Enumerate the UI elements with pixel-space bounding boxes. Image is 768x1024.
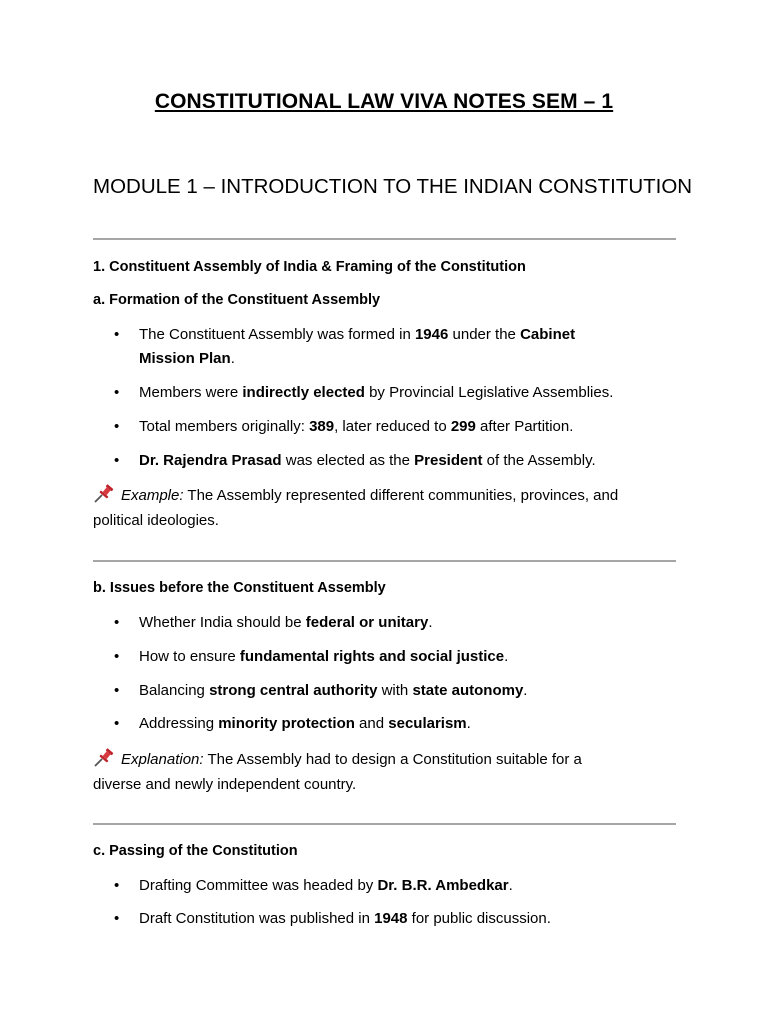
bullet-dot: • [114,910,120,927]
explanation-note: Explanation: The Assembly had to design a Constitution suitable for a diverse and newly independent country. [93,747,678,797]
bullet-dot: • [114,648,120,665]
subsection-heading-c: c. Passing of the Constitution [93,843,298,859]
bullet-dot: • [114,384,120,401]
section-heading-1: 1. Constituent Assembly of India & Framing of the Constitution [93,259,526,275]
bullet-dot: • [114,452,120,469]
divider [93,823,676,825]
module-heading: MODULE 1 – INTRODUCTION TO THE INDIAN CONSTITUTION [93,175,693,198]
bullet-dot: • [114,326,120,343]
pushpin-icon [93,748,115,768]
subsection-heading-b: b. Issues before the Constituent Assembly [93,580,386,596]
page-title: CONSTITUTIONAL LAW VIVA NOTES SEM – 1 [154,90,614,113]
divider [93,560,676,562]
bullet-dot: • [114,682,120,699]
subsection-heading-a: a. Formation of the Constituent Assembly [93,292,381,308]
divider [93,238,676,240]
bullet-dot: • [114,614,120,631]
bullet-dot: • [114,877,120,894]
document-page: CONSTITUTIONAL LAW VIVA NOTES SEM – 1 MODULE 1 – INTRODUCTION TO THE INDIAN CONSTITUTION 1. Constituent Assembly of India & Framing of the Constitution a. Formation of the Constituent Assembly • The Constituent Assembly was formed in 1946 under the Cabinet Mission Plan. • Members were indirectly elected by Provincial Legislative Assemblies. • Total members originally: 389, later reduced to 299 after Partition. • Dr. Rajendra Prasad was elected as the President of the Assembly. Example: The Assembly represented different communities, provinces, and political ideologies. b. Issues before the Constituent Assembly • Whether India should be federal or unitary. • How to ensure fundamental rights and social justice. • Balancing strong central authority with state autonomy. • Addressing minority protection and secularism. Explanation: The Assembly had to design a Constitution suitable for a diverse and newly independent country. c. Passing of the Constitution • Drafting Committee was headed by Dr. B.R. Ambedkar. • Draft Constitution was published in 1948 for public discussion. [0,0,768,1024]
bullet-dot: • [114,715,120,732]
bullet-dot: • [114,418,120,435]
pushpin-icon [93,484,115,504]
example-note: Example: The Assembly represented different communities, provinces, and political ideologies. [93,483,678,533]
